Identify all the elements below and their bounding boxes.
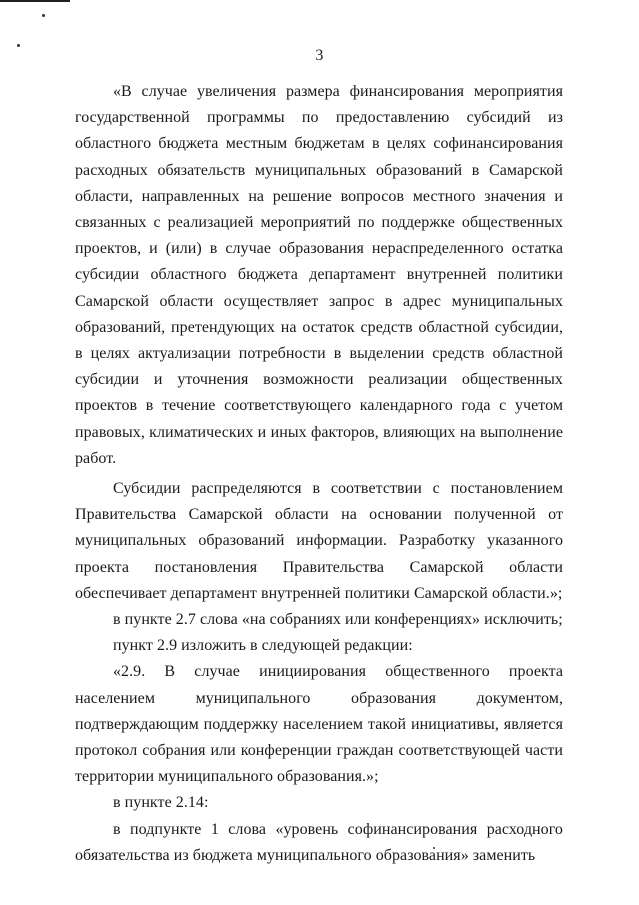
page-number: 3 — [315, 47, 324, 64]
paragraph: Субсидии распределяются в соответствии с постановлением Правительства Самарской области на основании полученной от муниципальных образований информации. Разработку указанного проекта постановления Правительства Самарской области обеспечивает департамент внутренней политики Самарской области.»; — [75, 480, 563, 602]
scan-speck — [42, 14, 45, 17]
scan-edge-line — [0, 0, 70, 2]
paragraph: в подпункте 1 слова «уровень софинансирования расходного обязательства из бюджета муниципального образования» заменить — [75, 820, 563, 864]
document-body — [75, 79, 563, 869]
paragraph: в пункте 2.7 слова «на собраниях или конференциях» исключить; — [113, 611, 563, 629]
paragraph: «В случае увеличения размера финансирования мероприятия государственной программы по предоставлению субсидий из областного бюджета местным бюджетам в целях софинансирования расходных обязательств муниципальных образований в Самарской области, направленных на решение вопросов местного значения и связанных с реализацией мероприятий по поддержке общественных проектов, и (или) в случае образования нераспределенного остатка субсидии областного бюджета департамент внутренней политики Самарской области осуществляет запрос в адрес муниципальных образований, претендующих на остаток средств областной субсидии, в целях актуализации потребности в выделении средств областной субсидии и уточнения возможности реализации общественных проектов в течение соответствующего календарного года с учетом правовых, климатических и иных факторов, влияющих на выполнение работ. — [75, 83, 563, 467]
paragraph: «2.9. В случае инициирования общественного проекта населением муниципального образования документом, подтверждающим поддержку населением такой инициативы, является протокол собрания или конференции граждан соответствующей части территории муниципального образования.»; — [75, 663, 563, 786]
paragraph: пункт 2.9 изложить в следующей редакции: — [113, 637, 413, 655]
paragraph: в пункте 2.14: — [113, 794, 209, 812]
